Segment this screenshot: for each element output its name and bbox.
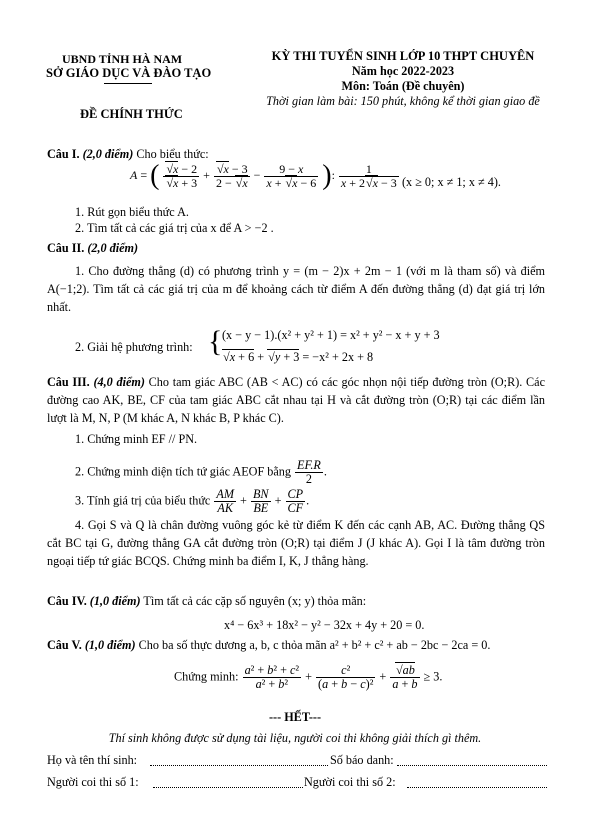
q1-heading: Câu I. (2,0 điểm) Cho biểu thức: (47, 147, 209, 161)
q3-intro: Câu III. (4,0 điểm) Cho tam giác ABC (AB < AC) có các góc nhọn nội tiếp đường tròn (O;R). Các đường cao AK, BE, CF của tam giác ABC cắt nhau tại H và cắt đường tròn (O;R) tại các điểm lần lượt là M, N, P (M khác A, N khác B, P khác C). (47, 375, 545, 426)
q2-eq2: √x + 6 + √y + 3 = −x² + 2x + 8 (223, 350, 374, 364)
q5-inequality: Chứng minh: $\frac{\text{a² + b² + c²}}{\text{a² + b²}}$ + $\frac{\text{c²}}{\text{(a + b − c)²}}$ + $\frac{√ab}{a + b}$ ≥ 3. (174, 663, 443, 691)
exam-note: Thí sinh không được sử dụng tài liệu, người coi thi không giải thích gì thêm. (108, 731, 482, 745)
q3-item1: 1. Chứng minh EF // PN. (75, 432, 198, 446)
q1-expression: A = ( $\frac{√x - 2}{√x + 3}$ + $\frac{√x - 3}{2 - √x}$ − $\frac{9 - x}{x + √x - 6}$ ): $\frac{1}{x + 2√x - 3}$ (130, 160, 397, 191)
q1-item2: 2. Tìm tất cả các giá trị của x để A > −2 . (75, 221, 274, 235)
exam-title: KỲ THI TUYỂN SINH LỚP 10 THPT CHUYÊN (271, 49, 535, 63)
official-label: ĐỀ CHÍNH THỨC (80, 107, 183, 121)
end-marker: --- HẾT--- (268, 710, 322, 724)
q2-heading: Câu II. (2,0 điểm) (47, 241, 139, 255)
q3-item3: 3. Tính giá trị của biểu thức $\frac{AM}{AK}$ + $\frac{BN}{BE}$ + $\frac{CP}{CF}$ . (75, 487, 310, 515)
candidate-name-label: Họ và tên thí sinh: (47, 753, 138, 767)
q4-heading: Câu IV. (1,0 điểm) Tìm tất cả các cặp số nguyên (x; y) thỏa mãn: (47, 594, 367, 608)
system-brace: { (208, 325, 223, 358)
candidate-name-field[interactable] (150, 765, 328, 766)
q2-item1: 1. Cho đường thẳng (d) có phương trình y = (m − 2)x + 2m − 1 (với m là tham số) và điểm A(−1;2). Tìm tất cả các giá trị của m để khoảng cách từ điểm A đến đường thẳng (d) đạt giá trị lớn nhất. (47, 264, 545, 315)
school-year: Năm học 2022-2023 (351, 64, 455, 78)
q5-heading: Câu V. (1,0 điểm) Cho ba số thực dương a, b, c thỏa mãn a² + b² + c² + ab − 2bc − 2ca = 0. (47, 638, 491, 652)
header-authority: UBND TỈNH HÀ NAM (62, 52, 183, 66)
q2-item2: 2. Giải hệ phương trình: (75, 340, 193, 354)
header-underline (104, 83, 152, 84)
candidate-number-label: Số báo danh: (330, 753, 394, 767)
q4-equation: x⁴ − 6x³ + 18x² − y² − 32x + 4y + 20 = 0. (224, 618, 425, 632)
candidate-number-field[interactable] (397, 765, 547, 766)
time-note: Thời gian làm bài: 150 phút, không kể thời gian giao đề (266, 94, 540, 108)
proctor2-label: Người coi thi số 2: (304, 775, 396, 789)
header-department: SỞ GIÁO DỤC VÀ ĐÀO TẠO (46, 66, 212, 80)
proctor1-label: Người coi thi số 1: (47, 775, 139, 789)
q3-item4: 4. Gọi S và Q là chân đường vuông góc kẻ từ điểm K đến các cạnh AB, AC. Đường thẳng QS cắt BC tại G, đường thẳng GA cắt đường tròn (O;R) tại điểm J (J khác A). Gọi I là tâm đường tròn ngoại tiếp tứ giác BCQS. Chứng minh ba điểm I, K, J thẳng hàng. (47, 518, 545, 569)
q1-condition: (x ≥ 0; x ≠ 1; x ≠ 4). (402, 175, 501, 189)
q3-item2: 2. Chứng minh diện tích tứ giác AEOF bằng $\frac{EF.R}{2}$ . (75, 458, 327, 486)
proctor2-field[interactable] (407, 787, 547, 788)
subject: Môn: Toán (Đề chuyên) (341, 79, 465, 93)
proctor1-field[interactable] (153, 787, 303, 788)
q1-item1: 1. Rút gọn biểu thức A. (75, 205, 189, 219)
q2-eq1: (x − y − 1).(x² + y² + 1) = x² + y² − x + y + 3 (222, 328, 440, 342)
